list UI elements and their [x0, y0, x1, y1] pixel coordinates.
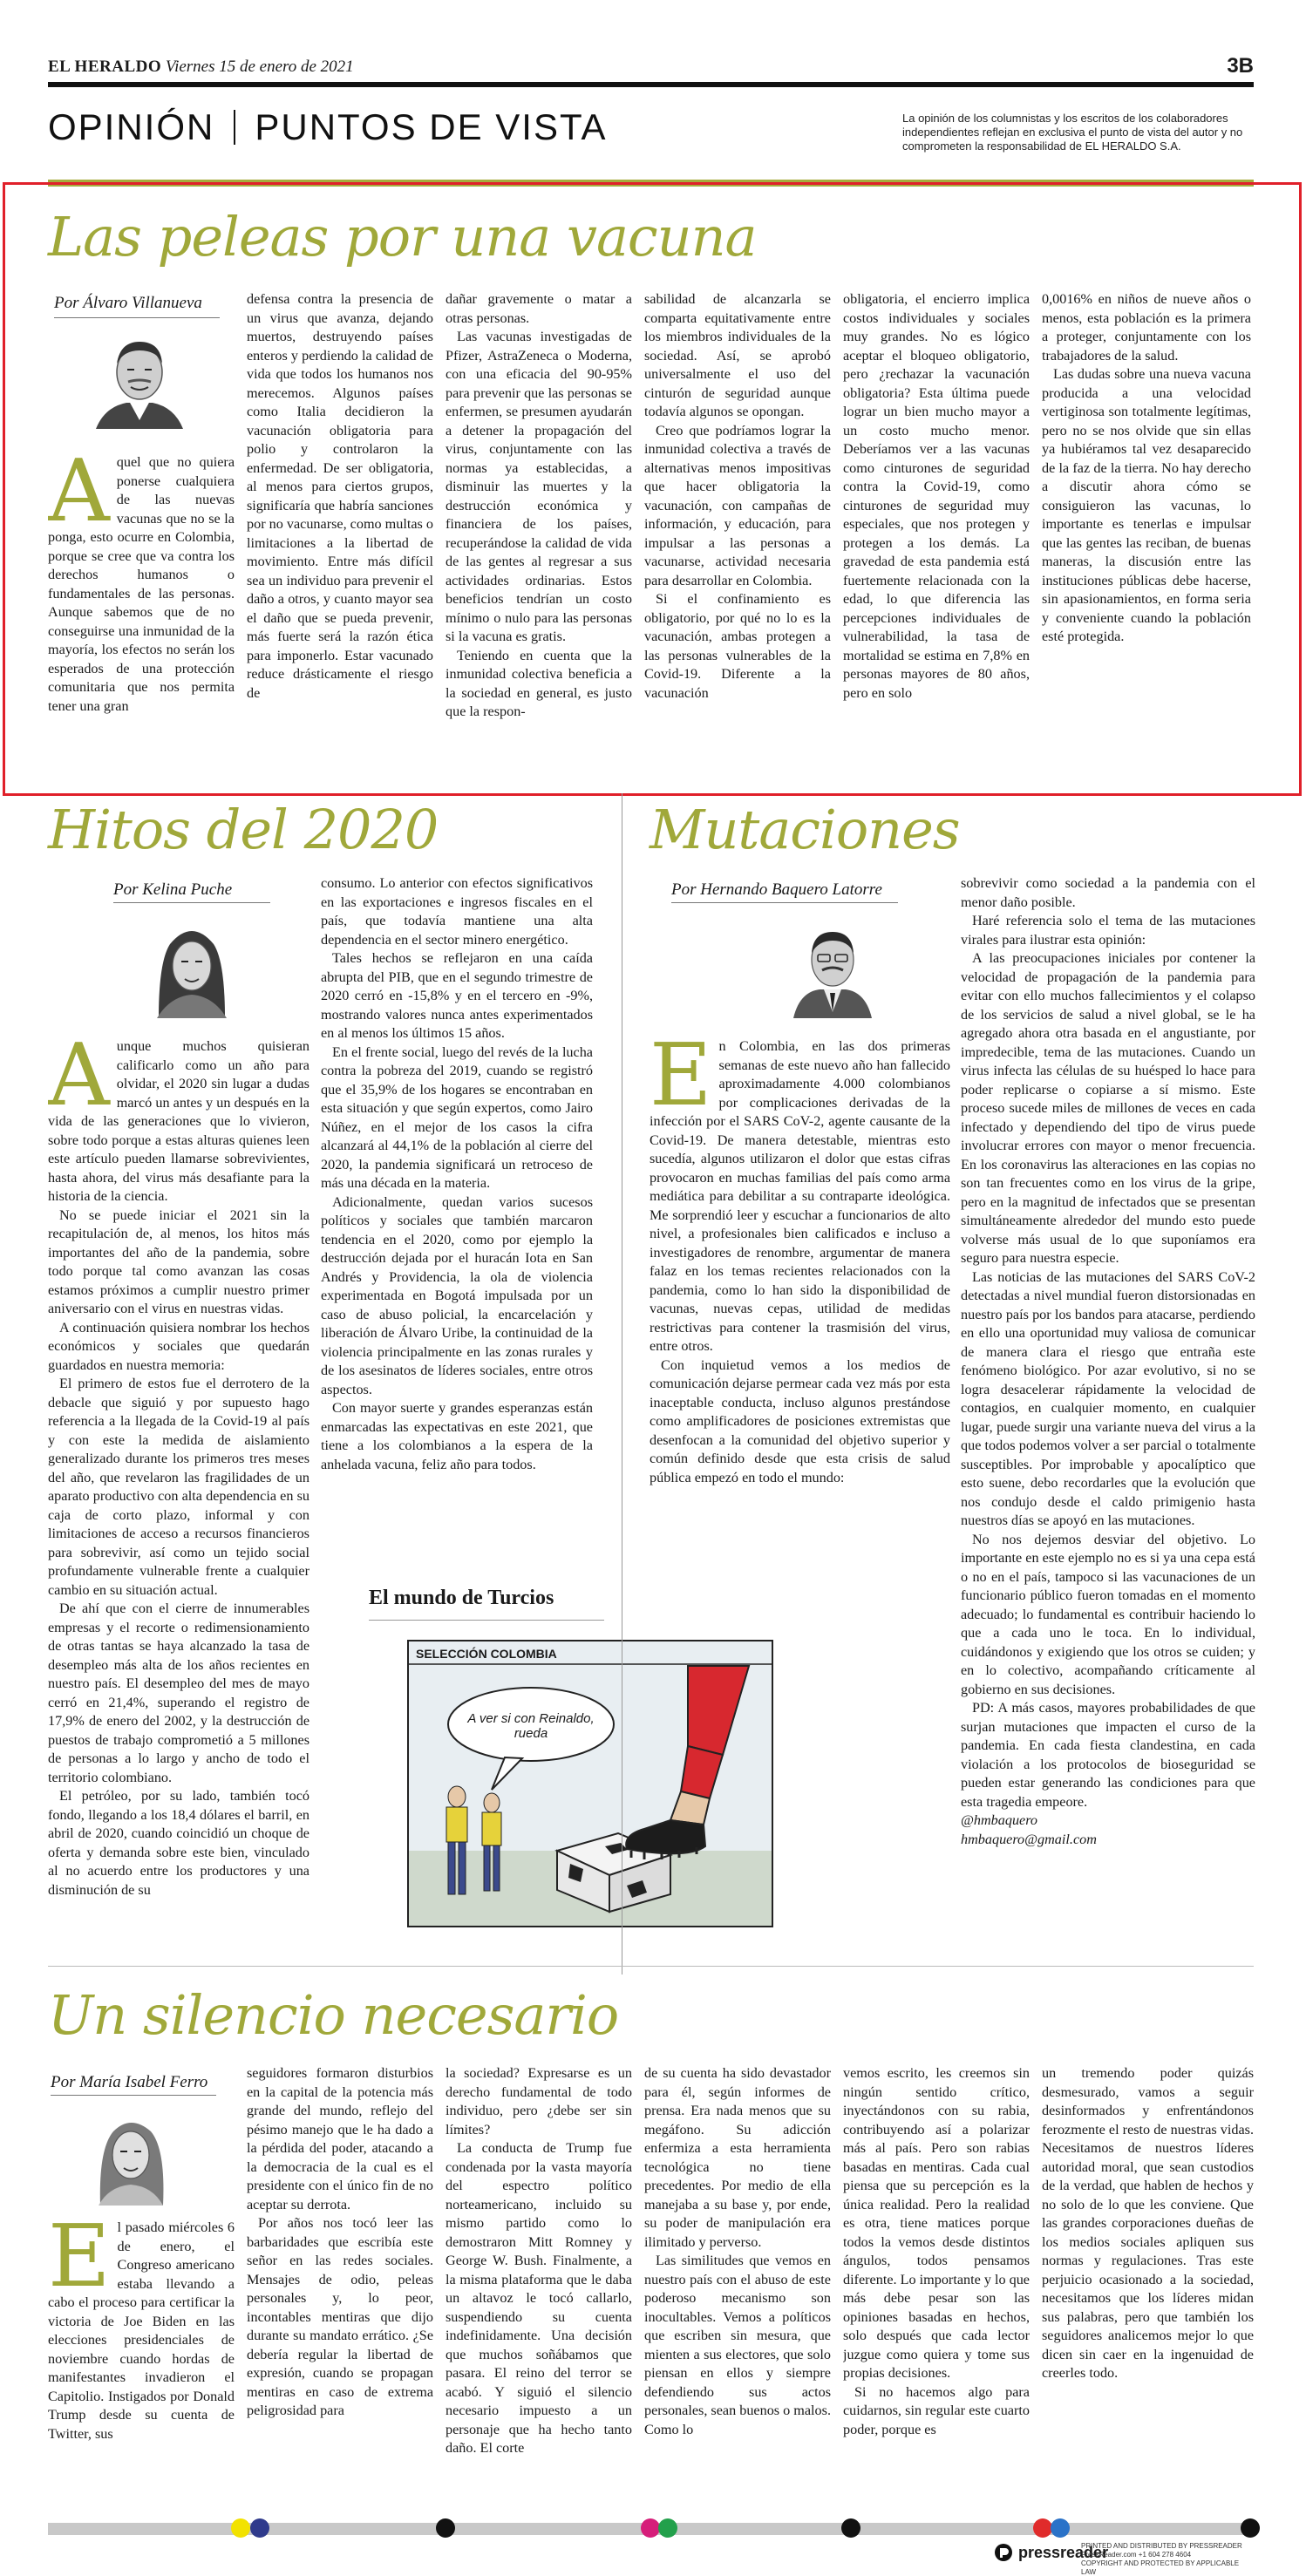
color-dot-black — [436, 2518, 455, 2538]
author-handle: @hmbaquero — [961, 1812, 1038, 1828]
article3-column-2 — [961, 874, 1255, 1951]
cartoon-rule — [369, 1620, 604, 1621]
paragraph: Si el confinamiento es obligatorio, por qué no lo es la vacunación, ambas protegen a las personas vulnerables de la Covid-19. Diferente a la vacunación — [644, 591, 831, 701]
color-dot-yellow — [231, 2518, 250, 2538]
color-dot-green — [658, 2518, 677, 2538]
article2-column-1 — [48, 1037, 309, 1935]
paragraph: El primero de estos fue el derrotero de la debacle que siguió y por supuesto hago referencia a la llegada de la Covid-19 al país y con este la medida de aislamiento generalizado durante los primeros tres meses del año, que revelaron las fragilidades de un aparato productivo con alta dependencia en su caja de corto plazo, informal y con limitaciones de acceso a recursos financieros para sobrevivir, así como un tejido social profundamente vulnerable frente a cualquier cambio en su situación actual. — [48, 1376, 309, 1598]
color-dot-cyan — [1051, 2518, 1070, 2538]
paragraph: Tales hechos se reflejaron en una caída abrupta del PIB, que en el segundo trimestre de 2020 cerró en -15,8% y en el tercero en -9%, mostrando valores nunca antes experimentados en al menos los últimos 15 años. — [321, 950, 593, 1041]
paragraph: No se puede iniciar el 2021 sin la recapitulación de, al menos, los hitos más importantes del año de la pandemia, sobre todo porque tal como avanzan las cosas estamos próximos a cumplir nuestro primer aniversario con el virus en nuestras vidas. — [48, 1206, 309, 1316]
article1-byline: Por Álvaro Villanueva — [54, 294, 202, 312]
paragraph: unque muchos quisieran calificarlo como un año para olvidar, el 2020 sin lugar a dudas marcó un antes y un después en la vida de las generaciones que lo vivieron, sobre todo porque a estas alturas quienes leen este artículo pueden llamarse sobrevivientes, hasta ahora, del virus más desafiante para la historia de la ciencia. — [48, 1038, 309, 1204]
article4-title: Un silencio necesario — [48, 1983, 619, 2047]
article4-column-1 — [48, 2219, 235, 2515]
paragraph: De ahí que con el cierre de innumerables empresas y el recorte o redimensionamiento de otras tantas se haya alcanzado la tasa de desempleo más alta de los años recientes en nuestro país. El desempleo del mes de mayo cerró en 21,4%, superando el registro de 17,9% de enero del 2002, y la destrucción de puestos de trabajo comprometió a 5 millones de personas a lo largo y ancho de todo el territorio colombiano. — [48, 1601, 309, 1785]
article1-column-1 — [48, 453, 235, 776]
author-portrait-ferro — [83, 2101, 179, 2206]
paragraph: El petróleo, por su lado, también tocó fondo, llegando a los 18,4 dólares el barril, en abril de 2020, cuando coincidió un choque de oferta y demanda sobre este bien, vinculado al no acuerdo entre los productores y una disminución de su — [48, 1788, 309, 1898]
pressreader-line: PRINTED AND DISTRIBUTED BY PRESSREADER — [1081, 2542, 1242, 2550]
paragraph: la sociedad? Expresarse es un derecho fundamental de todo individuo, pero ¿debe ser sin límites? — [446, 2065, 632, 2138]
paragraph: Creo que podríamos lograr la inmunidad colectiva a través de alternativas menos impositivas que hacer obligatoria la vacunación, con campañas de información, y educación, para impulsar a las personas a vacunarse, actividad necesaria para desarrollar en Colombia. — [644, 422, 831, 588]
author-email: hmbaquero@gmail.com — [961, 1831, 1097, 1847]
article2-title: Hitos del 2020 — [48, 798, 439, 861]
article2-byline: Por Kelina Puche — [113, 880, 233, 899]
article4-column-6 — [1042, 2064, 1254, 2518]
author-portrait-puche — [139, 909, 244, 1018]
article4-column-5 — [843, 2064, 1030, 2518]
article1-column-5 — [843, 290, 1030, 778]
cartoon-drawing — [409, 1641, 772, 1926]
article1-title: Las peleas por una vacuna — [48, 205, 757, 268]
paragraph: A las preocupaciones iniciales por contener la velocidad de propagación de la pandemia para evitar con ello muchos fallecimientos y el colapso de los servicios de salud a nivel global, se le ha agregado ahora otra basada en el angustiante, por impredecible, tema de las mutaciones. Cuando un virus infecta las células de su huésped lo hace para poder replicarse o copiarse a sí mismo. Este proceso sucede miles de millones de veces en cada infectado y dependiendo del tipo de virus puede involucrar errores con mayor o menor frecuencia. En los coronavirus las alteraciones en las copias no son tan frecuentes como en los virus de la gripe, pero en la magnitud de infectados que se presentan simultáneamente alrededor del mundo esto puede volverse más usual de lo que suponíamos era seguro para nuestra especie. — [961, 950, 1255, 1266]
article4-column-3 — [446, 2064, 632, 2518]
paragraph: Si no hacemos algo para cuidarnos, sin regular este cuarto poder, porque es — [843, 2383, 1030, 2437]
paragraph: Por años nos tocó leer las barbaridades que escribía este señor en las redes sociales. Mensajes de odio, peleas personales y, lo peor, incontables mentiras que dijo durante su mandato errático. ¿Se debería regular la libertad de expresión, cuando se propagan mentiras en caso de extrema peligrosidad para — [247, 2215, 433, 2418]
paragraph: n Colombia, en las dos primeras semanas de este nuevo año han fallecido aproximadamente 4.000 colombianos por complicaciones derivadas de la infección por el SARS CoV-2, agente causante de la Covid-19. De manera detestable, mientras esto sucedía, algunos utilizaron el dolor que estas cifras provocaron en muchas familias del país como arma mediática para debilitar a su contraparte ideológica. Me sorprendió leer y escuchar a funcionarios de alto nivel, a profesionales bien calificados e incluso a investigadores de renombre, argumentar de manera falaz en los temas recientes relacionados con la pandemia, como lo han sido la disponibilidad de vacunas, nuevas cepas, utilidad de medidas restrictivas para contener la trasmisión del virus, entre otros. — [650, 1038, 950, 1354]
article3-column-1 — [650, 1037, 950, 1604]
article4-byline: Por María Isabel Ferro — [51, 2073, 208, 2091]
pressreader-icon — [994, 2543, 1013, 2562]
paragraph: l pasado miércoles 6 de enero, el Congreso americano estaba llevando a cabo el proceso para certificar la victoria de Joe Biden en las elecciones presidenciales de noviembre cuando hordas de manifestantes invadieron el Capitolio. Instigados por Donald Trump desde su cuenta de Twitter, sus — [48, 2219, 235, 2442]
paragraph: quel que no quiera ponerse cualquiera de las nuevas vacunas que no se la ponga, esto ocurre en Colombia, porque se cree que va contra los derechos humanos o fundamentales de las personas. Aunque sabemos que de no conseguirse una inmunidad de la mayoría, los efectos no serán los esperados de una protección comunitaria que nos permita tener una gran — [48, 454, 235, 714]
paragraph: sobrevivir como sociedad a la pandemia con el menor daño posible. — [961, 875, 1255, 910]
author-portrait-baquero — [780, 909, 885, 1018]
paragraph: obligatoria, el encierro implica costos individuales y sociales muy grandes. No es lógico aceptar el bloqueo obligatorio, pero ¿rechazar la vacunación obligatoria? Esta última puede lograr un bien mucho mayor a un costo mucho menor. Deberíamos ver a las vacunas como cinturones de seguridad contra la Covid-19, como cinturones de seguridad muy especiales, que nos protegen y protegen a los demás. La gravedad de esta pandemia está fuertemente relacionada con la edad, lo que diferencia las percepciones individuales de vulnerabilidad, la tasa de mortalidad se estima en 7,8% en personas mayores de 80 años, pero en solo — [843, 291, 1030, 701]
paragraph: dañar gravemente o matar a otras personas. — [446, 291, 632, 326]
cartoon-illustration — [407, 1640, 773, 1927]
paper-name: EL HERALDO — [48, 58, 162, 76]
paragraph: Adicionalmente, quedan varios sucesos políticos y sociales que también marcaron tendencia en el 2020, como por ejemplo la destrucción dejada por el huracán Iota en San Andrés y Providencia, la ola de violencia experimentada en Bogotá impulsada por un caso de abuso policial, la encarcelación y liberación de Álvaro Uribe, la continuidad de la violencia principalmente en las zonas rurales y de los asesinatos de líderes sociales, entre otros aspectos. — [321, 1193, 593, 1397]
byline-rule — [113, 902, 270, 903]
section-divider — [48, 1966, 1254, 1967]
paragraph: defensa contra la presencia de un virus que avanza, dejando muertos, destruyendo países enteros y perdiendo la calidad de vida que todos los humanos nos merecemos. Algunos países como Italia decidieron la vacunación obligatoria para polio y controlaron la enfermedad. De ser obligatoria, al menos para ciertos grupos, significaría que habría sanciones por no vacunarse, como multas o limitaciones a la libertad de movimiento. Entre más difícil sea un individuo para prevenir el daño a otros, y cuanto mayor sea el daño que se pueda prevenir, más fuerte será la razón ética para imponerlo. Estar vacunado reduce drásticamente el riesgo de — [247, 291, 433, 701]
editorial-disclaimer: La opinión de los columnistas y los escritos de los colaboradores independientes reflejan en exclusiva el punto de vista del autor y no comprometen la responsabilidad de EL HERALDO S.A. — [902, 112, 1243, 153]
paragraph: consumo. Lo anterior con efectos significativos en las exportaciones e ingresos fiscales en el país, que todavía mantiene una alta dependencia en el sector minero energético. — [321, 875, 593, 948]
paragraph: Con mayor suerte y grandes esperanzas están enmarcadas las expectativas en este 2021, que tiene a los colombianos a la espera de la anhelada vacuna, feliz año para todos. — [321, 1400, 593, 1472]
print-color-bar — [48, 2523, 1254, 2535]
cartoon-speech: A ver si con Reinaldo, rueda — [467, 1711, 595, 1741]
section-left: OPINIÓN — [48, 106, 215, 147]
dropcap: A — [48, 1037, 110, 1125]
pressreader-line: COPYRIGHT AND PROTECTED BY APPLICABLE LAW — [1081, 2559, 1240, 2576]
paragraph: Teniendo en cuenta que la inmunidad colectiva beneficia a la sociedad en general, es justo que la respon- — [446, 647, 632, 719]
paragraph: La conducta de Trump fue condenada por la vasta mayoría del espectro político norteamericano, incluido su mismo partido como lo demostraron Mitt Romney y George W. Bush. Finalmente, a la misma plataforma que le daba un altavoz le tocó callarlo, suspendiendo su cuenta indefinidamente. Una decisión que muchos soñábamos que pasara. El reino del terror se acabó. Y siguió el silencio necesario impuesto a un personaje que ha hecho tanto daño. El corte — [446, 2140, 632, 2456]
article3-title: Mutaciones — [650, 798, 960, 861]
article1-column-3 — [446, 290, 632, 778]
section-title — [48, 106, 608, 148]
cartoon-kicking-leg — [626, 1666, 749, 1859]
dropcap: E — [650, 1037, 712, 1125]
byline-rule — [51, 2095, 216, 2096]
color-dot-blue — [250, 2518, 269, 2538]
paragraph: de su cuenta ha sido devastador para él, según informes de prensa. Era nada menos que su megáfono. Su adicción enfermiza a esta herramienta tecnológica no tiene precedentes. Por medio de ella manejaba a su base y, por ende, su poder de manipulación era ilimitado y perverso. — [644, 2065, 831, 2250]
paragraph: 0,0016% en niños de nueve años o menos, esta población es la primera a proteger, conjuntamente con los trabajadores de la salud. — [1042, 291, 1251, 364]
dropcap: A — [48, 453, 110, 541]
color-dot-magenta — [641, 2518, 660, 2538]
pressreader-line: PressReader.com +1 604 278 4604 — [1081, 2551, 1192, 2559]
section-divider — [234, 110, 235, 145]
article1-column-2 — [247, 290, 433, 778]
byline-rule — [671, 902, 898, 903]
paragraph: seguidores formaron disturbios en la capital de la potencia más grande del mundo, reflejo del pésimo manejo que le ha dado a la pérdida del poder, atacando a la democracia de la cual es el presidente con el único fin de no aceptar su derrota. — [247, 2065, 433, 2212]
cartoon-title: El mundo de Turcios — [369, 1587, 554, 1609]
paragraph: En el frente social, luego del revés de la lucha contra la pobreza del 2019, cuando se registró que el 35,9% de los hogares se encontraban en esta situación y que según expertos, como Jairo Núñez, en el mejor de los casos la cifra alcanzará al 44,1% de la población al cierre del 2020, la pandemia significará un retroceso de más una década en la materia. — [321, 1043, 593, 1191]
paragraph: un tremendo poder quizás desmesurado, vamos a seguir desinformados y enfrentándonos ferozmente el resto de nuestras vidas. Necesitamos de nuestros líderes autoridad moral, que sean custodios de la verdad, que hablen de hechos y no solo de lo que les conviene. Que las grandes corporaciones dueñas de los medios sociales apliquen sus normas y regulaciones. Tras este perjuicio ocasionado a la sociedad, necesitamos que los líderes midan sus palabras, pero que también los seguidores analicemos mejor lo que dicen sin caer en la ingenuidad de creerles todo. — [1042, 2065, 1254, 2381]
article3-byline: Por Hernando Baquero Latorre — [671, 880, 882, 899]
paragraph: Con inquietud vemos a los medios de comunicación dejarse permear cada vez más por esta inaceptable conducta, incluso algunos prestándose como amplificadores de posiciones extremistas que desenfocan a la comunidad del objetivo superior y común definido desde que esta crisis de salud pública empezó en todo el mundo: — [650, 1356, 950, 1485]
pressreader-notice — [1081, 2542, 1255, 2576]
header-rule — [48, 82, 1254, 87]
masthead — [48, 58, 354, 77]
page-number: 3B — [1227, 54, 1254, 78]
article1-column-4 — [644, 290, 831, 778]
paragraph: PD: A más casos, mayores probabilidades de que surjan mutaciones que impacten el curso de la pandemia. En cada fiesta clandestina, en cada violación a los protocolos de bioseguridad se pueden estar generando las condiciones para que esta tragedia empeore. — [961, 1700, 1255, 1810]
cartoon-sign: SELECCIÓN COLOMBIA — [416, 1647, 557, 1661]
article4-column-4 — [644, 2064, 831, 2518]
paragraph: Las similitudes que vemos en nuestro país con el abuso de este poderoso mecanismo son inocultables. Vemos a políticos que escriben sin mesura, que mienten a sus electores, que solo piensan en ellos y siempre defendiendo sus actos personales, sean buenos o malos. Como lo — [644, 2253, 831, 2437]
article1-column-6 — [1042, 290, 1251, 778]
author-portrait-villanueva — [87, 324, 192, 429]
byline-rule — [54, 317, 220, 318]
issue-date: Viernes 15 de enero de 2021 — [165, 58, 354, 76]
paragraph: sabilidad de alcanzarla se comparta equitativamente entre los miembros individuales de la sociedad. Así, se aprobó universalmente el uso del cinturón de seguridad aunque todavía algunos se opongan. — [644, 291, 831, 419]
paragraph: A continuación quisiera nombrar los hechos económicos y sociales que quedarán guardados en nuestra memoria: — [48, 1319, 309, 1373]
color-dot-red — [1033, 2518, 1052, 2538]
color-dot-black — [841, 2518, 860, 2538]
color-dot-black — [1241, 2518, 1260, 2538]
section-right: PUNTOS DE VISTA — [255, 106, 608, 147]
paragraph: Las noticias de las mutaciones del SARS CoV-2 detectadas a nivel mundial fueron distorsionadas en nuestro país por los bandos para atacarse, perdiendo en ello una oportunidad muy valiosa de comunicar de manera clara el riesgo que entraña este fenómeno biológico. Por azar evolutivo, si no se logra desacelerar rápidamente la velocidad de contagios, en cualquier momento, en cualquier lugar, puede surgir una variante nueva del virus a la que todos podemos volver a ser parcial o totalmente susceptibles. Por improbable y apocalíptico que esto suene, debo recordarles que la evolución que nos condujo desde el caldo primigenio hasta nuestros días se apoyó en las mutaciones. — [961, 1268, 1255, 1528]
paragraph: No nos dejemos desviar del objetivo. Lo importante en este ejemplo no es si ya una cepa está o no en el país, tampoco si las vacunaciones de un funcionario público fueron tomadas en el momento adecuado; lo fundamental es contribuir haciendo lo que a cada uno le toca. En lo individual, cuidándonos y exigiendo que los otros se cuiden; y en lo colectivo, acompañando críticamente al gobierno en sus decisiones. — [961, 1531, 1255, 1697]
article2-column-2 — [321, 874, 593, 1598]
article4-column-2 — [247, 2064, 433, 2518]
pressreader-name: pressreader — [1018, 2543, 1109, 2561]
paragraph: vemos escrito, les creemos sin ningún sentido crítico, inyectándonos con su rabia, contribuyendo así a polarizar más al país. Pero son rabias basadas en mentiras. Cada cual piensa que su percepción es la única realidad. Pero la realidad es otra, tiene matices porque todos la vemos desde distintos ángulos, todos pensamos diferente. Lo importante y lo que más debe pesar son las opiniones basadas en hechos, solo después que cada lector juzgue como quiera y tome sus propias decisiones. — [843, 2065, 1030, 2381]
paragraph: Haré referencia solo el tema de las mutaciones virales para ilustrar esta opinión: — [961, 913, 1255, 948]
paragraph: Las vacunas investigadas de Pfizer, AstraZeneca o Moderna, con una eficacia del 90-95% para prevenir que las personas se enfermen, se presumen ayudarán a detener la propagación del virus, conjuntamente con las normas ya establecidas, a disminuir las muertes y la destrucción económica y financiera de los países, recuperándose la calidad de vida de las gentes al regresar a sus actividades ordinarias. Estos beneficios tendrían un costo mínimo o nulo para las personas si la vacuna es gratis. — [446, 329, 632, 644]
dropcap: E — [48, 2219, 111, 2307]
paragraph: Las dudas sobre una nueva vacuna producida a una velocidad vertiginosa son totalmente legítimas, pero no se nos olvide que sin ellas ya hubiéramos tal vez desaparecido de la faz de la tierra. No hay derecho a discutir ahora cómo se consiguieron las vacunas, lo importante es tenerlas e impulsar que las gentes las reciban, de buenas maneras, la discusión entre las instituciones públicas debe hacerse, sin apasionamientos, en forma seria y conveniente cuando la población esté protegida. — [1042, 366, 1251, 644]
